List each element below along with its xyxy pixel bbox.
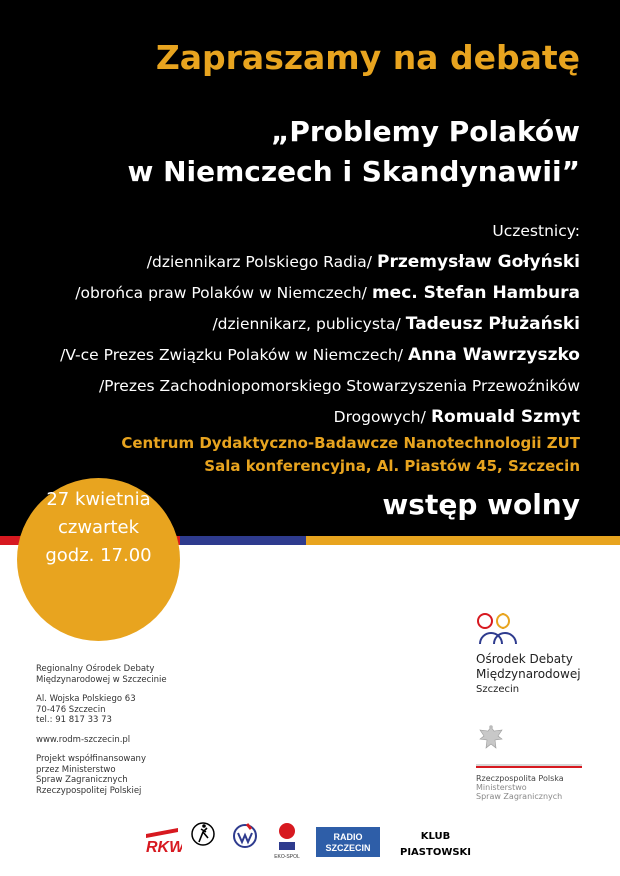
participant-role: /obrońca praw Polaków w Niemczech/ [75,284,367,302]
free-entry-label: wstęp wolny [382,488,580,521]
participant-row [60,277,580,308]
mfa-country: Rzeczpospolita Polska [476,774,564,783]
date-day: 27 kwietnia [46,489,151,510]
mfa-ministry: Spraw Zagranicznych [476,792,563,801]
organizer-address: Al. Wojska Polskiego 63 [36,694,136,704]
participant-role: /Prezes Zachodniopomorskiego Stowarzyszenia Przewoźników [98,377,580,395]
rkw-logo [142,820,182,862]
funding-note: Projekt współfinansowany [36,754,146,764]
topic-line-2: w Niemczech i Skandynawii” [127,155,580,188]
klub-piastowski-text: PIASTOWSKI [400,847,472,858]
mfa-ministry: Ministerstwo [476,783,527,792]
stripe-yellow [306,536,620,545]
participant-name: Romuald Szmyt [430,407,580,427]
participant-role: /dziennikarz Polskiego Radia/ [146,253,372,271]
radio-szczecin-text: SZCZECIN [325,843,371,853]
partner-logo-w [230,820,260,854]
date-weekday: czwartek [57,517,140,538]
topic-line-1: „Problemy Polaków [271,115,580,148]
participants-heading: Uczestnicy: [492,222,580,240]
participant-row [60,339,580,370]
participants-list [60,215,580,432]
odm-logo [476,612,581,697]
stripe-blue [180,536,306,545]
klub-piastowski-logo [400,829,471,861]
odm-name: Międzynarodowej [476,667,581,681]
date-badge [17,478,180,641]
participant-row [60,401,580,432]
eagle-emblem-icon [476,724,506,752]
funding-note: przez Ministerstwo [36,764,116,775]
participant-name: Tadeusz Płużański [405,314,580,334]
organizer-website[interactable]: www.rodm-szczecin.pl [36,734,131,745]
odm-logo-icon [476,612,526,646]
radio-szczecin-text: RADIO [333,832,363,842]
organizer-info [36,664,167,805]
funding-note: Spraw Zagranicznych [36,775,128,785]
organizer-name: Regionalny Ośrodek Debaty [36,664,155,674]
dancer-logo [190,820,216,854]
odm-city: Szczecin [476,684,520,695]
organizer-name: Międzynarodowej w Szczecinie [36,674,167,685]
date-time: godz. 17.00 [45,545,152,566]
klub-piastowski-text: KLUB [420,831,451,842]
participant-role: /dziennikarz, publicysta/ [212,315,401,333]
odm-name: Ośrodek Debaty [476,652,573,666]
organizer-phone: tel.: 91 817 33 73 [36,715,112,725]
participant-name: Anna Wawrzyszko [408,345,580,365]
organizer-address: 70-476 Szczecin [36,704,106,715]
participant-row [60,308,580,339]
radio-szczecin-logo [316,827,380,861]
eko-spol-logo [272,820,302,864]
mfa-logo [476,724,582,801]
poster-title: Zapraszamy na debatę [155,38,580,77]
participant-role: /V-ce Prezes Związku Polaków w Niemczech/ [60,346,403,364]
participant-name: Przemysław Gołyński [377,252,580,272]
venue-line-2: Sala konferencyjna, Al. Piastów 45, Szczecin [204,457,580,475]
participant-role: Drogowych/ [333,408,426,426]
venue [121,432,580,478]
funding-note: Rzeczypospolitej Polskiej [36,785,142,796]
debate-topic [127,112,580,192]
rkw-logo-text: RKW [146,839,182,856]
participant-row [60,370,580,401]
eko-spol-text: EKO-SPOL [274,854,300,860]
participant-name: mec. Stefan Hambura [371,283,580,303]
venue-line-1: Centrum Dydaktyczno-Badawcze Nanotechnologii ZUT [121,434,580,452]
participant-row [60,246,580,277]
